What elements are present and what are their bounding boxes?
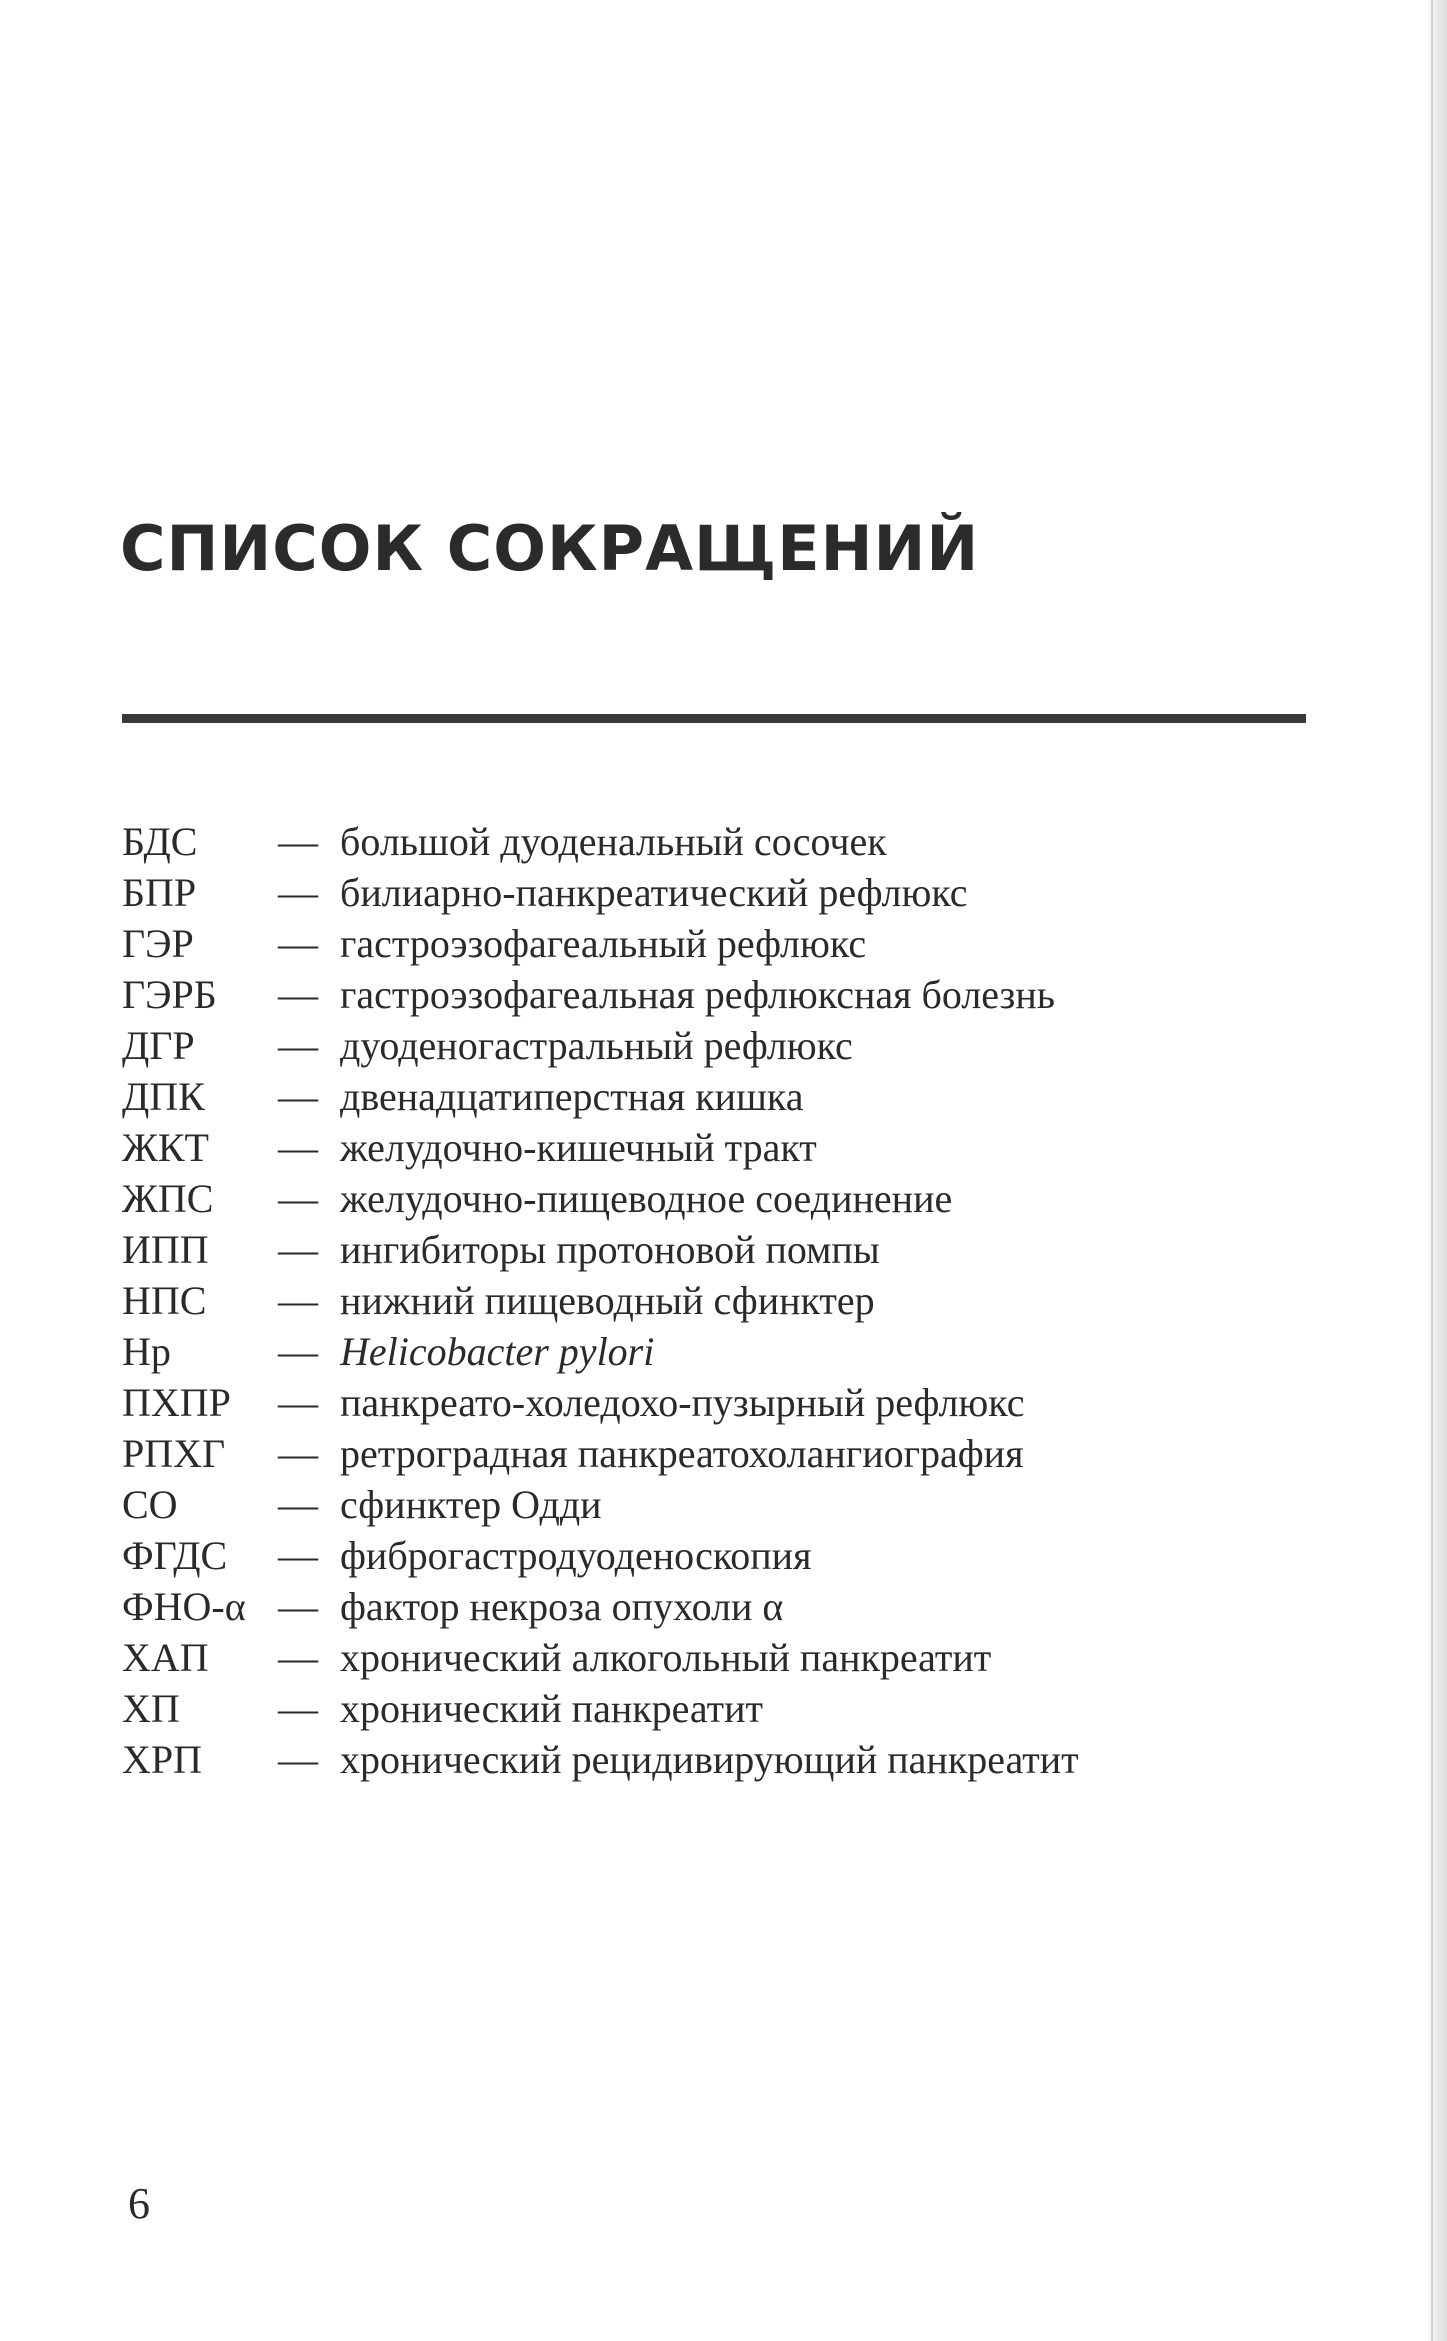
page-edge-shadow <box>1425 0 1447 2341</box>
abbreviation-row <box>122 1734 1079 1785</box>
abbreviation-definition: гастроэзофагеальный рефлюкс <box>340 921 867 966</box>
abbreviation-dash: — <box>278 1176 318 1221</box>
abbreviation-term: ДПК <box>122 1074 205 1119</box>
abbreviation-dash: — <box>278 819 318 864</box>
abbreviation-definition: Helicobacter pylori <box>340 1329 655 1374</box>
abbreviation-dash: — <box>278 972 318 1017</box>
abbreviation-term: СО <box>122 1482 178 1527</box>
abbreviation-dash: — <box>278 1584 318 1629</box>
page-number: 6 <box>128 2179 150 2228</box>
abbreviation-term: ГЭРБ <box>122 972 217 1017</box>
abbreviation-term: ДГР <box>122 1023 195 1068</box>
abbreviation-row <box>122 1377 1079 1428</box>
abbreviation-term: РПХГ <box>122 1431 226 1476</box>
abbreviation-row <box>122 1071 1079 1122</box>
abbreviation-dash: — <box>278 1533 318 1578</box>
abbreviation-definition: панкреато-холедохо-пузырный рефлюкс <box>340 1380 1025 1425</box>
abbreviation-definition: сфинктер Одди <box>340 1482 602 1527</box>
abbreviation-dash: — <box>278 1635 318 1680</box>
abbreviation-row <box>122 1224 1079 1275</box>
abbreviation-term: ИПП <box>122 1227 209 1272</box>
abbreviation-term: ХП <box>122 1686 180 1731</box>
abbreviation-row <box>122 1020 1079 1071</box>
abbreviation-row <box>122 1428 1079 1479</box>
page-title: СПИСОК СОКРАЩЕНИЙ <box>120 511 980 585</box>
abbreviation-dash: — <box>278 1125 318 1170</box>
abbreviation-list <box>122 816 1079 1785</box>
abbreviation-row <box>122 1275 1079 1326</box>
abbreviation-dash: — <box>278 1227 318 1272</box>
abbreviation-definition: дуоденогастральный рефлюкс <box>340 1023 853 1068</box>
abbreviation-term: ПХПР <box>122 1380 231 1425</box>
abbreviation-row <box>122 1173 1079 1224</box>
abbreviation-row <box>122 867 1079 918</box>
abbreviation-term: ХРП <box>122 1737 203 1782</box>
abbreviation-dash: — <box>278 921 318 966</box>
abbreviation-definition: хронический рецидивирующий панкреатит <box>340 1737 1079 1782</box>
abbreviation-definition: гастроэзофагеальная рефлюксная болезнь <box>340 972 1055 1017</box>
abbreviation-row <box>122 816 1079 867</box>
abbreviation-term: БДС <box>122 819 198 864</box>
abbreviation-definition: ретроградная панкреатохолангиография <box>340 1431 1024 1476</box>
abbreviation-term: ФНО-α <box>122 1584 246 1629</box>
abbreviation-definition: двенадцатиперстная кишка <box>340 1074 804 1119</box>
abbreviation-term: ЖПС <box>122 1176 214 1221</box>
abbreviation-row <box>122 1581 1079 1632</box>
abbreviation-row <box>122 969 1079 1020</box>
abbreviation-definition: хронический алкогольный панкреатит <box>340 1635 992 1680</box>
abbreviation-term: БПР <box>122 870 197 915</box>
abbreviation-definition: фиброгастродуоденоскопия <box>340 1533 812 1578</box>
abbreviation-row <box>122 1122 1079 1173</box>
abbreviation-dash: — <box>278 870 318 915</box>
abbreviation-dash: — <box>278 1329 318 1374</box>
abbreviation-definition: фактор некроза опухоли α <box>340 1584 784 1629</box>
abbreviation-definition: большой дуоденальный сосочек <box>340 819 887 864</box>
abbreviation-dash: — <box>278 1737 318 1782</box>
abbreviation-row <box>122 918 1079 969</box>
abbreviation-dash: — <box>278 1278 318 1323</box>
abbreviation-definition: ингибиторы протоновой помпы <box>340 1227 880 1272</box>
abbreviation-term: ГЭР <box>122 921 194 966</box>
page-edge-line <box>1431 0 1433 2341</box>
abbreviation-row <box>122 1479 1079 1530</box>
abbreviation-row <box>122 1632 1079 1683</box>
abbreviation-term: Hp <box>122 1329 171 1374</box>
abbreviation-definition: нижний пищеводный сфинктер <box>340 1278 875 1323</box>
abbreviation-definition: желудочно-кишечный тракт <box>340 1125 817 1170</box>
abbreviation-dash: — <box>278 1482 318 1527</box>
abbreviation-definition: хронический панкреатит <box>340 1686 764 1731</box>
abbreviation-dash: — <box>278 1074 318 1119</box>
abbreviation-definition: билиарно-панкреатический рефлюкс <box>340 870 968 915</box>
abbreviation-row <box>122 1530 1079 1581</box>
abbreviation-dash: — <box>278 1023 318 1068</box>
abbreviation-row <box>122 1683 1079 1734</box>
abbreviation-dash: — <box>278 1431 318 1476</box>
abbreviation-dash: — <box>278 1686 318 1731</box>
abbreviation-term: НПС <box>122 1278 207 1323</box>
abbreviation-definition: желудочно-пищеводное соединение <box>340 1176 953 1221</box>
title-divider <box>122 714 1306 723</box>
abbreviation-term: ФГДС <box>122 1533 228 1578</box>
abbreviation-term: ХАП <box>122 1635 209 1680</box>
abbreviation-dash: — <box>278 1380 318 1425</box>
abbreviation-term: ЖКТ <box>122 1125 209 1170</box>
abbreviation-row <box>122 1326 1079 1377</box>
